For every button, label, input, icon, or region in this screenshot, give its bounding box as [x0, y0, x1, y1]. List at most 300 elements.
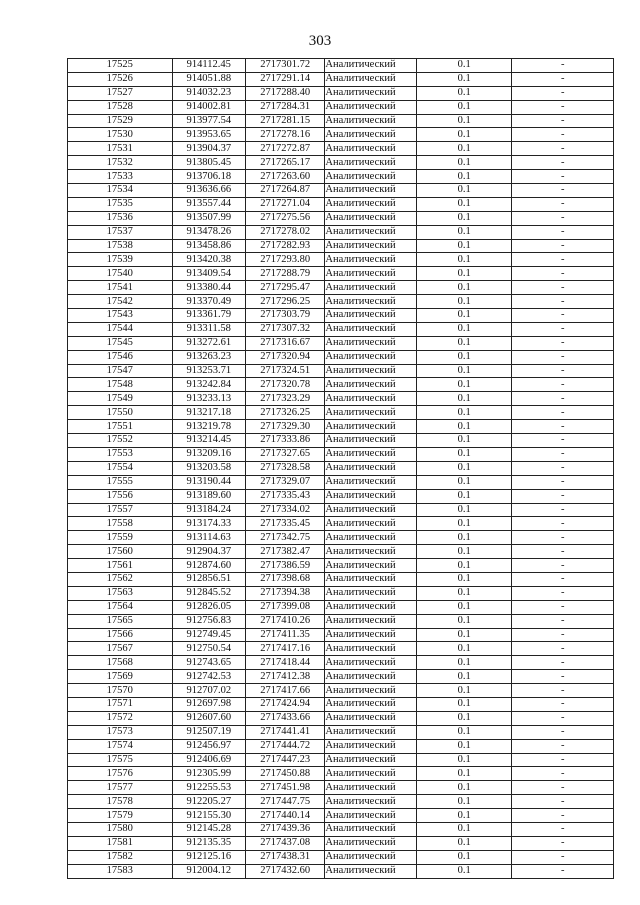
table-row [68, 378, 614, 392]
table-row [68, 142, 614, 156]
coord-y: 2717440.14 [245, 809, 324, 823]
point-number: 17545 [68, 336, 173, 350]
note-cell: - [512, 753, 614, 767]
table-row [68, 239, 614, 253]
method-cell: Аналитический [325, 517, 417, 531]
table-row [68, 197, 614, 211]
accuracy-cell: 0.1 [416, 614, 512, 628]
coord-x: 912406.69 [172, 753, 245, 767]
coord-y: 2717296.25 [245, 295, 324, 309]
note-cell: - [512, 850, 614, 864]
table-row [68, 72, 614, 86]
coord-y: 2717447.75 [245, 795, 324, 809]
accuracy-cell: 0.1 [416, 392, 512, 406]
note-cell: - [512, 586, 614, 600]
coord-y: 2717278.16 [245, 128, 324, 142]
point-number: 17577 [68, 781, 173, 795]
coord-y: 2717295.47 [245, 281, 324, 295]
coord-x: 913409.54 [172, 267, 245, 281]
method-cell: Аналитический [325, 489, 417, 503]
coord-y: 2717328.58 [245, 461, 324, 475]
table-row [68, 128, 614, 142]
accuracy-cell: 0.1 [416, 545, 512, 559]
coord-y: 2717272.87 [245, 142, 324, 156]
table-row [68, 503, 614, 517]
table-row [68, 684, 614, 698]
coord-x: 913458.86 [172, 239, 245, 253]
method-cell: Аналитический [325, 864, 417, 878]
note-cell: - [512, 72, 614, 86]
point-number: 17534 [68, 184, 173, 198]
coord-x: 913805.45 [172, 156, 245, 170]
coord-x: 912904.37 [172, 545, 245, 559]
coord-y: 2717417.16 [245, 642, 324, 656]
note-cell: - [512, 295, 614, 309]
method-cell: Аналитический [325, 684, 417, 698]
accuracy-cell: 0.1 [416, 295, 512, 309]
coord-x: 913184.24 [172, 503, 245, 517]
note-cell: - [512, 336, 614, 350]
accuracy-cell: 0.1 [416, 600, 512, 614]
method-cell: Аналитический [325, 211, 417, 225]
accuracy-cell: 0.1 [416, 59, 512, 73]
coord-y: 2717399.08 [245, 600, 324, 614]
method-cell: Аналитический [325, 225, 417, 239]
coord-x: 912743.65 [172, 656, 245, 670]
method-cell: Аналитический [325, 850, 417, 864]
method-cell: Аналитический [325, 420, 417, 434]
table-row [68, 531, 614, 545]
method-cell: Аналитический [325, 197, 417, 211]
page-number: 303 [308, 33, 332, 49]
method-cell: Аналитический [325, 128, 417, 142]
method-cell: Аналитический [325, 461, 417, 475]
point-number: 17581 [68, 836, 173, 850]
method-cell: Аналитический [325, 72, 417, 86]
note-cell: - [512, 197, 614, 211]
table-row [68, 59, 614, 73]
point-number: 17533 [68, 170, 173, 184]
coord-y: 2717316.67 [245, 336, 324, 350]
table-row [68, 795, 614, 809]
table-row [68, 350, 614, 364]
method-cell: Аналитический [325, 531, 417, 545]
accuracy-cell: 0.1 [416, 628, 512, 642]
coord-x: 912135.35 [172, 836, 245, 850]
table-row [68, 336, 614, 350]
coord-y: 2717410.26 [245, 614, 324, 628]
table-row [68, 267, 614, 281]
method-cell: Аналитический [325, 753, 417, 767]
method-cell: Аналитический [325, 309, 417, 323]
table-row [68, 489, 614, 503]
note-cell: - [512, 350, 614, 364]
accuracy-cell: 0.1 [416, 781, 512, 795]
method-cell: Аналитический [325, 392, 417, 406]
coord-x: 913361.79 [172, 309, 245, 323]
point-number: 17583 [68, 864, 173, 878]
method-cell: Аналитический [325, 711, 417, 725]
point-number: 17560 [68, 545, 173, 559]
point-number: 17528 [68, 100, 173, 114]
point-number: 17538 [68, 239, 173, 253]
coord-y: 2717324.51 [245, 364, 324, 378]
accuracy-cell: 0.1 [416, 559, 512, 573]
coord-x: 912742.53 [172, 670, 245, 684]
coord-x: 913219.78 [172, 420, 245, 434]
method-cell: Аналитический [325, 253, 417, 267]
point-number: 17529 [68, 114, 173, 128]
coord-y: 2717411.35 [245, 628, 324, 642]
table-row [68, 211, 614, 225]
accuracy-cell: 0.1 [416, 475, 512, 489]
note-cell: - [512, 142, 614, 156]
point-number: 17567 [68, 642, 173, 656]
coord-x: 913507.99 [172, 211, 245, 225]
table-row [68, 517, 614, 531]
note-cell: - [512, 239, 614, 253]
point-number: 17551 [68, 420, 173, 434]
method-cell: Аналитический [325, 447, 417, 461]
accuracy-cell: 0.1 [416, 767, 512, 781]
accuracy-cell: 0.1 [416, 503, 512, 517]
coord-y: 2717282.93 [245, 239, 324, 253]
coord-x: 912305.99 [172, 767, 245, 781]
coord-x: 914002.81 [172, 100, 245, 114]
note-cell: - [512, 822, 614, 836]
point-number: 17549 [68, 392, 173, 406]
accuracy-cell: 0.1 [416, 406, 512, 420]
method-cell: Аналитический [325, 156, 417, 170]
point-number: 17558 [68, 517, 173, 531]
accuracy-cell: 0.1 [416, 72, 512, 86]
coord-x: 912004.12 [172, 864, 245, 878]
table-row [68, 600, 614, 614]
point-number: 17561 [68, 559, 173, 573]
coord-x: 913209.16 [172, 447, 245, 461]
table-row [68, 420, 614, 434]
coord-x: 914051.88 [172, 72, 245, 86]
method-cell: Аналитический [325, 809, 417, 823]
point-number: 17555 [68, 475, 173, 489]
point-number: 17564 [68, 600, 173, 614]
coord-x: 913203.58 [172, 461, 245, 475]
method-cell: Аналитический [325, 281, 417, 295]
table-row [68, 295, 614, 309]
point-number: 17552 [68, 434, 173, 448]
point-number: 17576 [68, 767, 173, 781]
method-cell: Аналитический [325, 114, 417, 128]
note-cell: - [512, 378, 614, 392]
method-cell: Аналитический [325, 295, 417, 309]
point-number: 17535 [68, 197, 173, 211]
method-cell: Аналитический [325, 170, 417, 184]
accuracy-cell: 0.1 [416, 197, 512, 211]
coord-y: 2717432.60 [245, 864, 324, 878]
accuracy-cell: 0.1 [416, 711, 512, 725]
note-cell: - [512, 461, 614, 475]
point-number: 17531 [68, 142, 173, 156]
note-cell: - [512, 170, 614, 184]
method-cell: Аналитический [325, 322, 417, 336]
table-row [68, 711, 614, 725]
point-number: 17530 [68, 128, 173, 142]
coord-y: 2717327.65 [245, 447, 324, 461]
method-cell: Аналитический [325, 822, 417, 836]
note-cell: - [512, 795, 614, 809]
coord-y: 2717320.94 [245, 350, 324, 364]
point-number: 17562 [68, 572, 173, 586]
method-cell: Аналитический [325, 795, 417, 809]
accuracy-cell: 0.1 [416, 670, 512, 684]
accuracy-cell: 0.1 [416, 184, 512, 198]
point-number: 17544 [68, 322, 173, 336]
table-row [68, 670, 614, 684]
coord-x: 912756.83 [172, 614, 245, 628]
method-cell: Аналитический [325, 781, 417, 795]
coord-y: 2717424.94 [245, 697, 324, 711]
note-cell: - [512, 128, 614, 142]
method-cell: Аналитический [325, 239, 417, 253]
table-row [68, 572, 614, 586]
table-row [68, 86, 614, 100]
note-cell: - [512, 781, 614, 795]
coord-x: 913706.18 [172, 170, 245, 184]
note-cell: - [512, 392, 614, 406]
method-cell: Аналитический [325, 59, 417, 73]
coord-y: 2717326.25 [245, 406, 324, 420]
accuracy-cell: 0.1 [416, 753, 512, 767]
point-number: 17556 [68, 489, 173, 503]
method-cell: Аналитический [325, 559, 417, 573]
table-row [68, 114, 614, 128]
accuracy-cell: 0.1 [416, 322, 512, 336]
table-row [68, 614, 614, 628]
method-cell: Аналитический [325, 697, 417, 711]
coord-x: 913253.71 [172, 364, 245, 378]
accuracy-cell: 0.1 [416, 364, 512, 378]
point-number: 17543 [68, 309, 173, 323]
note-cell: - [512, 864, 614, 878]
note-cell: - [512, 725, 614, 739]
coord-x: 913953.65 [172, 128, 245, 142]
point-number: 17546 [68, 350, 173, 364]
accuracy-cell: 0.1 [416, 434, 512, 448]
table-row [68, 253, 614, 267]
coord-x: 914032.23 [172, 86, 245, 100]
coord-y: 2717293.80 [245, 253, 324, 267]
accuracy-cell: 0.1 [416, 420, 512, 434]
point-number: 17582 [68, 850, 173, 864]
point-number: 17569 [68, 670, 173, 684]
table-row [68, 836, 614, 850]
coord-y: 2717320.78 [245, 378, 324, 392]
accuracy-cell: 0.1 [416, 684, 512, 698]
note-cell: - [512, 767, 614, 781]
coord-x: 912856.51 [172, 572, 245, 586]
method-cell: Аналитический [325, 725, 417, 739]
table-row [68, 184, 614, 198]
coord-y: 2717438.31 [245, 850, 324, 864]
point-number: 17575 [68, 753, 173, 767]
method-cell: Аналитический [325, 350, 417, 364]
coord-x: 912507.19 [172, 725, 245, 739]
coord-x: 912155.30 [172, 809, 245, 823]
coord-x: 913977.54 [172, 114, 245, 128]
method-cell: Аналитический [325, 600, 417, 614]
note-cell: - [512, 697, 614, 711]
method-cell: Аналитический [325, 642, 417, 656]
table-row [68, 781, 614, 795]
point-number: 17568 [68, 656, 173, 670]
coord-x: 912707.02 [172, 684, 245, 698]
method-cell: Аналитический [325, 628, 417, 642]
note-cell: - [512, 281, 614, 295]
accuracy-cell: 0.1 [416, 864, 512, 878]
note-cell: - [512, 836, 614, 850]
coord-x: 913214.45 [172, 434, 245, 448]
coord-y: 2717444.72 [245, 739, 324, 753]
accuracy-cell: 0.1 [416, 170, 512, 184]
method-cell: Аналитический [325, 767, 417, 781]
coord-y: 2717288.40 [245, 86, 324, 100]
table-row [68, 364, 614, 378]
accuracy-cell: 0.1 [416, 489, 512, 503]
coord-y: 2717382.47 [245, 545, 324, 559]
point-number: 17539 [68, 253, 173, 267]
accuracy-cell: 0.1 [416, 156, 512, 170]
coord-y: 2717329.07 [245, 475, 324, 489]
table-row [68, 447, 614, 461]
coord-x: 913478.26 [172, 225, 245, 239]
note-cell: - [512, 100, 614, 114]
coord-x: 913217.18 [172, 406, 245, 420]
table-row [68, 434, 614, 448]
note-cell: - [512, 600, 614, 614]
coord-y: 2717278.02 [245, 225, 324, 239]
coord-y: 2717433.66 [245, 711, 324, 725]
table-row [68, 697, 614, 711]
point-number: 17553 [68, 447, 173, 461]
coord-y: 2717437.08 [245, 836, 324, 850]
method-cell: Аналитический [325, 545, 417, 559]
coord-y: 2717329.30 [245, 420, 324, 434]
coord-x: 913370.49 [172, 295, 245, 309]
method-cell: Аналитический [325, 142, 417, 156]
coordinates-table [67, 58, 614, 879]
coord-x: 912845.52 [172, 586, 245, 600]
coord-y: 2717288.79 [245, 267, 324, 281]
point-number: 17540 [68, 267, 173, 281]
point-number: 17547 [68, 364, 173, 378]
table-row [68, 739, 614, 753]
table-row [68, 822, 614, 836]
coord-y: 2717303.79 [245, 309, 324, 323]
coord-x: 912205.27 [172, 795, 245, 809]
accuracy-cell: 0.1 [416, 725, 512, 739]
table-row [68, 322, 614, 336]
note-cell: - [512, 309, 614, 323]
coord-y: 2717441.41 [245, 725, 324, 739]
accuracy-cell: 0.1 [416, 253, 512, 267]
table-row [68, 725, 614, 739]
point-number: 17571 [68, 697, 173, 711]
note-cell: - [512, 711, 614, 725]
accuracy-cell: 0.1 [416, 531, 512, 545]
table-row [68, 100, 614, 114]
coord-x: 913233.13 [172, 392, 245, 406]
accuracy-cell: 0.1 [416, 239, 512, 253]
note-cell: - [512, 614, 614, 628]
accuracy-cell: 0.1 [416, 114, 512, 128]
table-row [68, 545, 614, 559]
accuracy-cell: 0.1 [416, 836, 512, 850]
method-cell: Аналитический [325, 656, 417, 670]
point-number: 17573 [68, 725, 173, 739]
coord-y: 2717333.86 [245, 434, 324, 448]
coord-x: 912456.97 [172, 739, 245, 753]
coord-y: 2717284.31 [245, 100, 324, 114]
note-cell: - [512, 114, 614, 128]
coord-y: 2717335.43 [245, 489, 324, 503]
coord-y: 2717275.56 [245, 211, 324, 225]
coord-x: 912145.28 [172, 822, 245, 836]
accuracy-cell: 0.1 [416, 795, 512, 809]
method-cell: Аналитический [325, 586, 417, 600]
note-cell: - [512, 225, 614, 239]
point-number: 17572 [68, 711, 173, 725]
point-number: 17557 [68, 503, 173, 517]
coord-y: 2717334.02 [245, 503, 324, 517]
method-cell: Аналитический [325, 614, 417, 628]
coord-x: 912697.98 [172, 697, 245, 711]
coord-y: 2717335.45 [245, 517, 324, 531]
method-cell: Аналитический [325, 378, 417, 392]
table-row [68, 281, 614, 295]
coord-y: 2717265.17 [245, 156, 324, 170]
accuracy-cell: 0.1 [416, 517, 512, 531]
note-cell: - [512, 670, 614, 684]
note-cell: - [512, 475, 614, 489]
coord-x: 913272.61 [172, 336, 245, 350]
method-cell: Аналитический [325, 572, 417, 586]
accuracy-cell: 0.1 [416, 642, 512, 656]
note-cell: - [512, 503, 614, 517]
table-row [68, 642, 614, 656]
point-number: 17526 [68, 72, 173, 86]
accuracy-cell: 0.1 [416, 739, 512, 753]
note-cell: - [512, 684, 614, 698]
accuracy-cell: 0.1 [416, 267, 512, 281]
table-row [68, 753, 614, 767]
note-cell: - [512, 628, 614, 642]
note-cell: - [512, 809, 614, 823]
coord-y: 2717394.38 [245, 586, 324, 600]
point-number: 17578 [68, 795, 173, 809]
method-cell: Аналитический [325, 86, 417, 100]
note-cell: - [512, 489, 614, 503]
coord-x: 913636.66 [172, 184, 245, 198]
point-number: 17536 [68, 211, 173, 225]
note-cell: - [512, 739, 614, 753]
table-row [68, 475, 614, 489]
point-number: 17579 [68, 809, 173, 823]
coord-x: 912255.53 [172, 781, 245, 795]
accuracy-cell: 0.1 [416, 336, 512, 350]
method-cell: Аналитический [325, 184, 417, 198]
point-number: 17537 [68, 225, 173, 239]
coord-x: 913263.23 [172, 350, 245, 364]
